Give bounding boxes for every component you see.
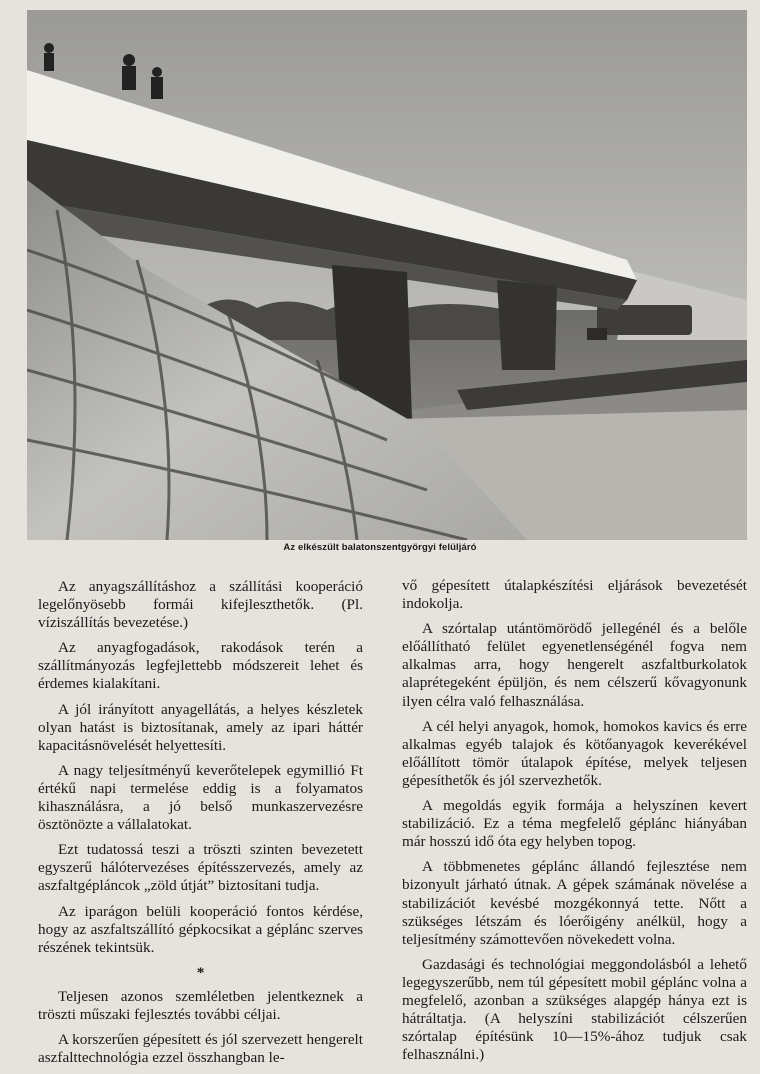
paragraph: A többmenetes géplánc állandó fejlesztése nem bizonyult járható útnak. A gépek számának növelése a stabilizációt kevésbé mozgékonnyá tette. Nőtt a szükséges létszám és lóerőigény anélkül, hogy a teljesítmény számottevően növekedett volna.: [402, 858, 747, 948]
paragraph: Teljesen azonos szemléletben jelentkeznek a tröszti műszaki fejlesztés további céljai.: [38, 987, 363, 1023]
paragraph: Gazdasági és technológiai meggondolásból a lehető legegyszerűbb, nem túl gépesített mobil géplánc volna a megfelelő, azonban a szükséges alapgép hánya ezt is hátráltatja. (A helyszíni stabilizációt célszerűen szórtalap építésünk 10—15%-ához tudjuk csak felhasználni.): [402, 955, 747, 1064]
paragraph: Az iparágon belüli kooperáció fontos kérdése, hogy az aszfaltszállító gépkocsikat a géplánc szerves részének tekintsük.: [38, 902, 363, 956]
paragraph: A nagy teljesítményű keverőtelepek egymillió Ft értékű napi termelése eddig is a folyamatos kihasználásra, a jó belső munkaszervezésre ösztönözte a vállalatokat.: [38, 761, 363, 834]
paragraph: Az anyagszállításhoz a szállítási kooperáció legelőnyösebb formái kifejleszthetők. (Pl. víziszállítás bevezetése.): [38, 578, 363, 632]
paragraph: A jól irányított anyagellátás, a helyes készletek olyan hatást is biztosítanak, amely az ipari háttér kapacitásnövelését helyettesíti.: [38, 700, 363, 754]
paragraph: A szórtalap utántömörödő jellegénél és a belőle előállítható felület egyenetlenségénél fogva nem alkalmas arra, hogy hengerelt aszfaltburkolatok alaprétegeként épüljön, és nem célszerű kővagyonunk ilyen célra való felhasználása.: [402, 620, 747, 710]
paragraph: A megoldás egyik formája a helyszínen kevert stabilizáció. Ez a téma megfelelő géplánc hiányában már hosszú idő óta egy helyben topog.: [402, 797, 747, 851]
paragraph: Az anyagfogadások, rakodások terén a szállítmányozás legfejlettebb módszereit lehet és érdemes kialakítani.: [38, 639, 363, 693]
paragraph: Ezt tudatossá teszi a tröszti szinten bevezetett egyszerű hálótervezéses építésszervezés, amely az aszfaltgépláncok „zöld útját” biztosítani tudja.: [38, 841, 363, 895]
overpass-photo: [27, 10, 747, 540]
paragraph: A korszerűen gépesített és jól szervezett hengerelt aszfalttechnológia ezzel összhangban le-: [38, 1031, 363, 1067]
paragraph-continuation: vő gépesített útalapkészítési eljárások bevezetését indokolja.: [402, 577, 747, 613]
section-separator: *: [196, 963, 205, 981]
left-column: [38, 578, 363, 1074]
paragraph: A cél helyi anyagok, homok, homokos kavics és erre alkalmas egyéb talajok és kötőanyagok keverékével előállított tömör útalapok építése, melyek teljesen gépesíthetők és jól szervezhetők.: [402, 717, 747, 789]
right-column: [402, 577, 747, 1071]
figure-caption: Az elkészült balatonszentgyörgyi felüljáró: [283, 542, 477, 553]
